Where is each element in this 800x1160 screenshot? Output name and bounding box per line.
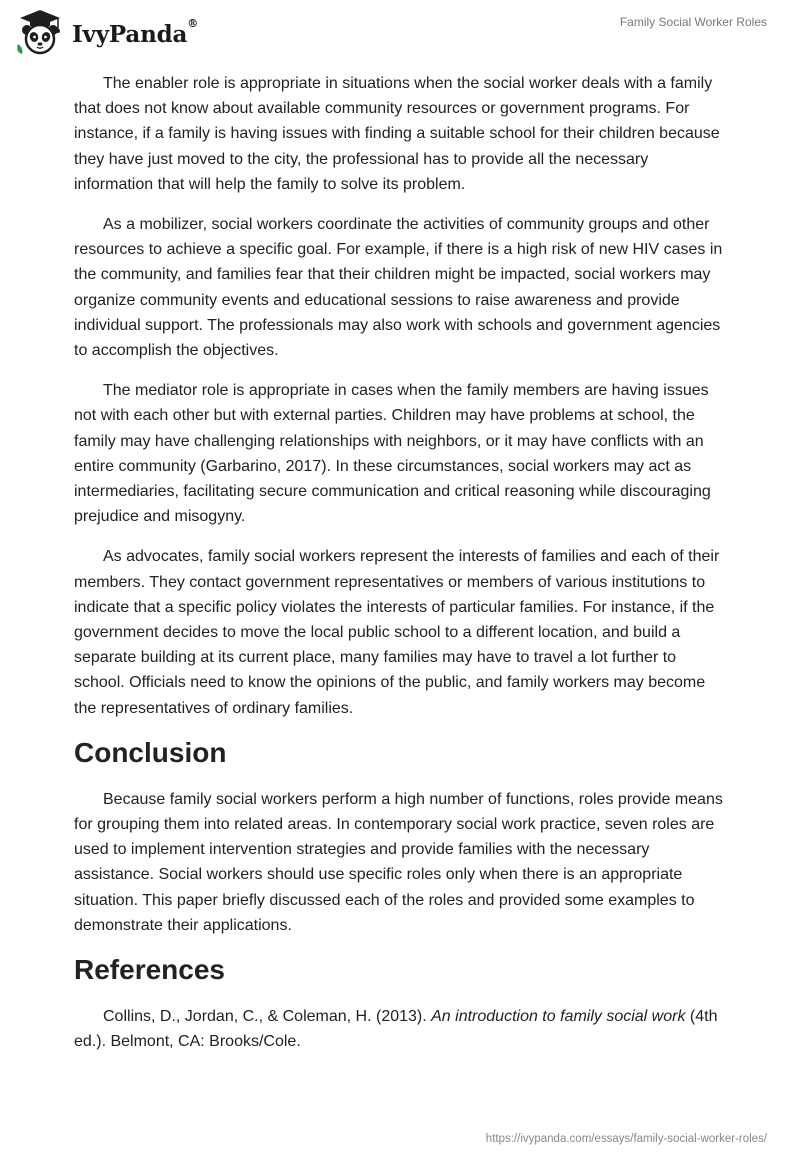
ivypanda-logo[interactable] [14, 8, 198, 56]
reference-authors: Collins, D., Jordan, C., & Coleman, H. (2013). [103, 1008, 432, 1026]
paragraph-mobilizer: As a mobilizer, social workers coordinate the activities of community groups and other resources to achieve a specific goal. For example, if there is a high risk of new HIV cases in the community, and families fear that their children might be impacted, social workers may organize community events and educational sessions to raise awareness and provide individual support. The professionals may also work with schools and government agencies to accomplish the objectives. [74, 216, 723, 360]
source-url[interactable]: https://ivypanda.com/essays/family-social-worker-roles/ [485, 1133, 767, 1145]
panda-graduation-cap-icon [14, 8, 66, 56]
brand-name: IvyPanda® [72, 16, 198, 48]
reference-entry [74, 1004, 730, 1054]
paragraph-enabler: The enabler role is appropriate in situations when the social worker deals with a family that does not know about available community resources or government programs. For instance, if a family is having issues with finding a suitable school for their children because they have just moved to the city, the professional has to provide all the necessary information that will help the family to solve its problem. [74, 75, 720, 193]
reference-title: An introduction to family social work [431, 1008, 686, 1026]
document-title: Family Social Worker Roles [619, 15, 767, 29]
page-header [0, 0, 800, 62]
references-heading: References [74, 954, 225, 986]
essay-content [74, 71, 730, 1070]
paragraph-conclusion: Because family social workers perform a high number of functions, roles provide means for grouping them into related areas. In contemporary social work practice, seven roles are used to implement intervention strategies and provide families with the necessary assistance. Social workers should use specific roles only when there is an appropriate situation. This paper briefly discussed each of the roles and provided some examples to demonstrate their applications. [74, 790, 723, 934]
reference-publication: (4th ed.). Belmont, CA: Brooks/Cole. [74, 1008, 718, 1051]
paragraph-advocate: As advocates, family social workers represent the interests of families and each of their members. They contact government representatives or members of various institutions to indicate that a specific policy violates the interests of particular families. For instance, if the government decides to move the local public school to a different location, and build a separate building at its current place, many families may have to travel a lot further to school. Officials need to know the opinions of the public, and family workers may become the representatives of ordinary families. [74, 548, 720, 717]
paragraph-mediator: The mediator role is appropriate in cases when the family members are having issues not with each other but with external parties. Children may have problems at school, the family may have challenging relationships with neighbors, or it may have conflicts with an entire community (Garbarino, 2017). In these circumstances, social workers may act as intermediaries, facilitating secure communication and critical reasoning while discouraging prejudice and misogyny. [74, 382, 711, 526]
registered-mark: ® [187, 16, 198, 30]
conclusion-heading: Conclusion [74, 736, 227, 768]
